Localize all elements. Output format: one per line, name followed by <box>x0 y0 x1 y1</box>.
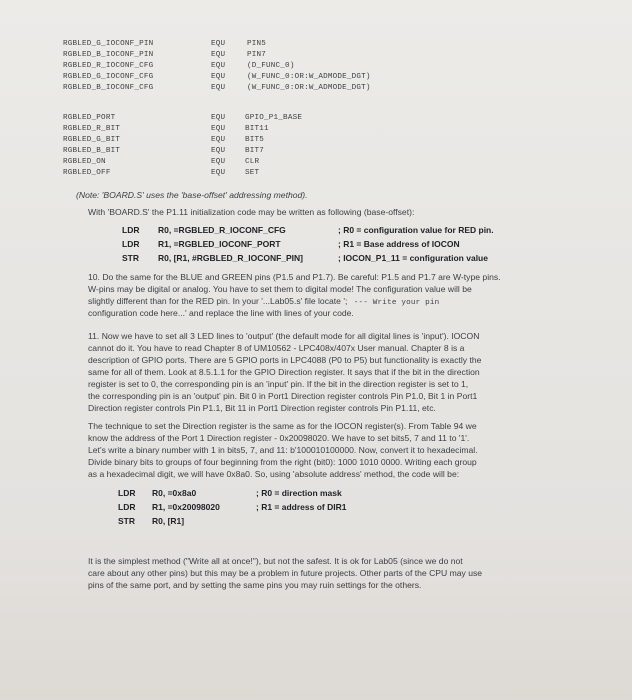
paragraph-line: know the address of the Port 1 Direction register - 0x20098020. We have to set bits5, 7 and 11 to '1'. <box>88 433 470 443</box>
paragraph-line: Direction register controls Pin P1.1, Bit 11 in Port1 Direction register controls Pin P1.11, etc. <box>88 403 436 413</box>
definition-op: EQU <box>211 51 226 59</box>
definition-name: RGBLED_B_IOCONF_PIN <box>63 51 154 59</box>
definition-op: EQU <box>211 40 226 48</box>
paragraph-line: 10. Do the same for the BLUE and GREEN pins (P1.5 and P1.7). Be careful: P1.5 and P1.7 are W-type pins. <box>88 272 501 282</box>
definition-op: EQU <box>211 84 226 92</box>
paragraph-line: register is set to 0, the corresponding pin is an 'input' pin. If the bit in the direction register is set to 1, <box>88 379 469 389</box>
code-operand: R1, =0x20098020 <box>152 502 220 512</box>
definition-value: PIN7 <box>247 51 267 59</box>
code-operand: R0, [R1] <box>152 516 185 526</box>
paragraph-text: slightly different than for the RED pin. In your '...Lab05.s' file locate '; <box>88 296 348 306</box>
definition-name: RGBLED_G_IOCONF_CFG <box>63 73 154 81</box>
paragraph-line: The technique to set the Direction register is the same as for the IOCON register(s). From Table 94 we <box>88 421 477 431</box>
code-comment: ; R1 = address of DIR1 <box>256 502 347 512</box>
code-comment: ; IOCON_P1_11 = configuration value <box>338 253 488 263</box>
note-text: (Note: 'BOARD.S' uses the 'base-offset' addressing method). <box>76 190 308 200</box>
code-opcode: STR <box>122 253 139 263</box>
code-comment: ; R0 = configuration value for RED pin. <box>338 225 494 235</box>
code-operand: R0, =0x8a0 <box>152 488 197 498</box>
definition-value: (W_FUNC_0:OR:W_ADMODE_DGT) <box>247 84 371 92</box>
intro-text: With 'BOARD.S' the P1.11 initialization code may be written as following (base-offset): <box>88 207 415 217</box>
code-opcode: STR <box>118 516 135 526</box>
code-comment: ; R0 = direction mask <box>256 488 342 498</box>
paragraph-line: Divide binary bits to groups of four beginning from the right (bit0): 1000 1010 0000. Writing each group <box>88 457 477 467</box>
definition-value: SET <box>245 169 260 177</box>
paragraph-line: the corresponding pin is an 'output' pin. Bit 0 in Port1 Direction register controls Pin P1.0, Bit 1 in Port1 <box>88 391 478 401</box>
definition-op: EQU <box>211 136 226 144</box>
paragraph-line: configuration code here...' and replace the line with lines of your code. <box>88 308 354 318</box>
inline-code: --- Write your pin <box>353 299 440 307</box>
code-operand: R1, =RGBLED_IOCONF_PORT <box>158 239 281 249</box>
paragraph-line: description of GPIO ports. There are 5 GPIO ports in LPC4088 (P0 to P5) but functionality is exactly the <box>88 355 482 365</box>
paragraph-line: as a hexadecimal digit, we will have 0x8a0. So, using 'absolute address' method, the code will be: <box>88 469 460 479</box>
code-comment: ; R1 = Base address of IOCON <box>338 239 460 249</box>
code-opcode: LDR <box>122 239 140 249</box>
paragraph-line: W-pins may be digital or analog. You have to set them to digital mode! The configuration value will be <box>88 284 472 294</box>
definition-value: (W_FUNC_0:OR:W_ADMODE_DGT) <box>247 73 371 81</box>
paragraph-line: It is the simplest method ("Write all at once!"), but not the safest. It is ok for Lab05 (since we do not <box>88 556 463 566</box>
definition-name: RGBLED_B_IOCONF_CFG <box>63 84 154 92</box>
definition-value: BIT7 <box>245 147 265 155</box>
definition-op: EQU <box>211 158 226 166</box>
definition-name: RGBLED_PORT <box>63 114 116 122</box>
definition-value: PIN5 <box>247 40 267 48</box>
definition-op: EQU <box>211 73 226 81</box>
definition-name: RGBLED_B_BIT <box>63 147 121 155</box>
code-operand: R0, [R1, #RGBLED_R_IOCONF_PIN] <box>158 253 303 263</box>
definition-value: (D_FUNC_0) <box>247 62 295 70</box>
definition-value: BIT11 <box>245 125 269 133</box>
definition-value: CLR <box>245 158 260 166</box>
definition-name: RGBLED_R_IOCONF_CFG <box>63 62 154 70</box>
definition-value: BIT5 <box>245 136 265 144</box>
definition-op: EQU <box>211 169 226 177</box>
definition-name: RGBLED_G_IOCONF_PIN <box>63 40 154 48</box>
code-opcode: LDR <box>118 488 136 498</box>
definition-op: EQU <box>211 147 226 155</box>
paragraph-line: same for all of them. Look at 8.5.1.1 for the GPIO Direction register. It says that if the bit in the direction <box>88 367 480 377</box>
paragraph-line: pins of the same port, and by setting the same pins you may ruin settings for the others. <box>88 580 422 590</box>
paragraph-line: Let's write a binary number with 1 in bits5, 7, and 11: b'100010100000. Now, convert it to hexadecimal. <box>88 445 478 455</box>
definition-value: GPIO_P1_BASE <box>245 114 303 122</box>
code-opcode: LDR <box>122 225 140 235</box>
definition-name: RGBLED_G_BIT <box>63 136 121 144</box>
definition-op: EQU <box>211 125 226 133</box>
definition-op: EQU <box>211 62 226 70</box>
paragraph-line: care about any other pins) but this may be a problem in future projects. Other parts of the CPU may use <box>88 568 483 578</box>
code-opcode: LDR <box>118 502 136 512</box>
paragraph-line: 11. Now we have to set all 3 LED lines to 'output' (the default mode for all digital lines is 'input'). IOCON <box>88 331 480 341</box>
definition-name: RGBLED_OFF <box>63 169 111 177</box>
definition-name: RGBLED_ON <box>63 158 106 166</box>
paragraph-line: cannot do it. You have to read Chapter 8 of UM10562 - LPC408x/407x User manual. Chapter 8 is a <box>88 343 465 353</box>
definition-op: EQU <box>211 114 226 122</box>
code-operand: R0, =RGBLED_R_IOCONF_CFG <box>158 225 286 235</box>
definition-name: RGBLED_R_BIT <box>63 125 121 133</box>
